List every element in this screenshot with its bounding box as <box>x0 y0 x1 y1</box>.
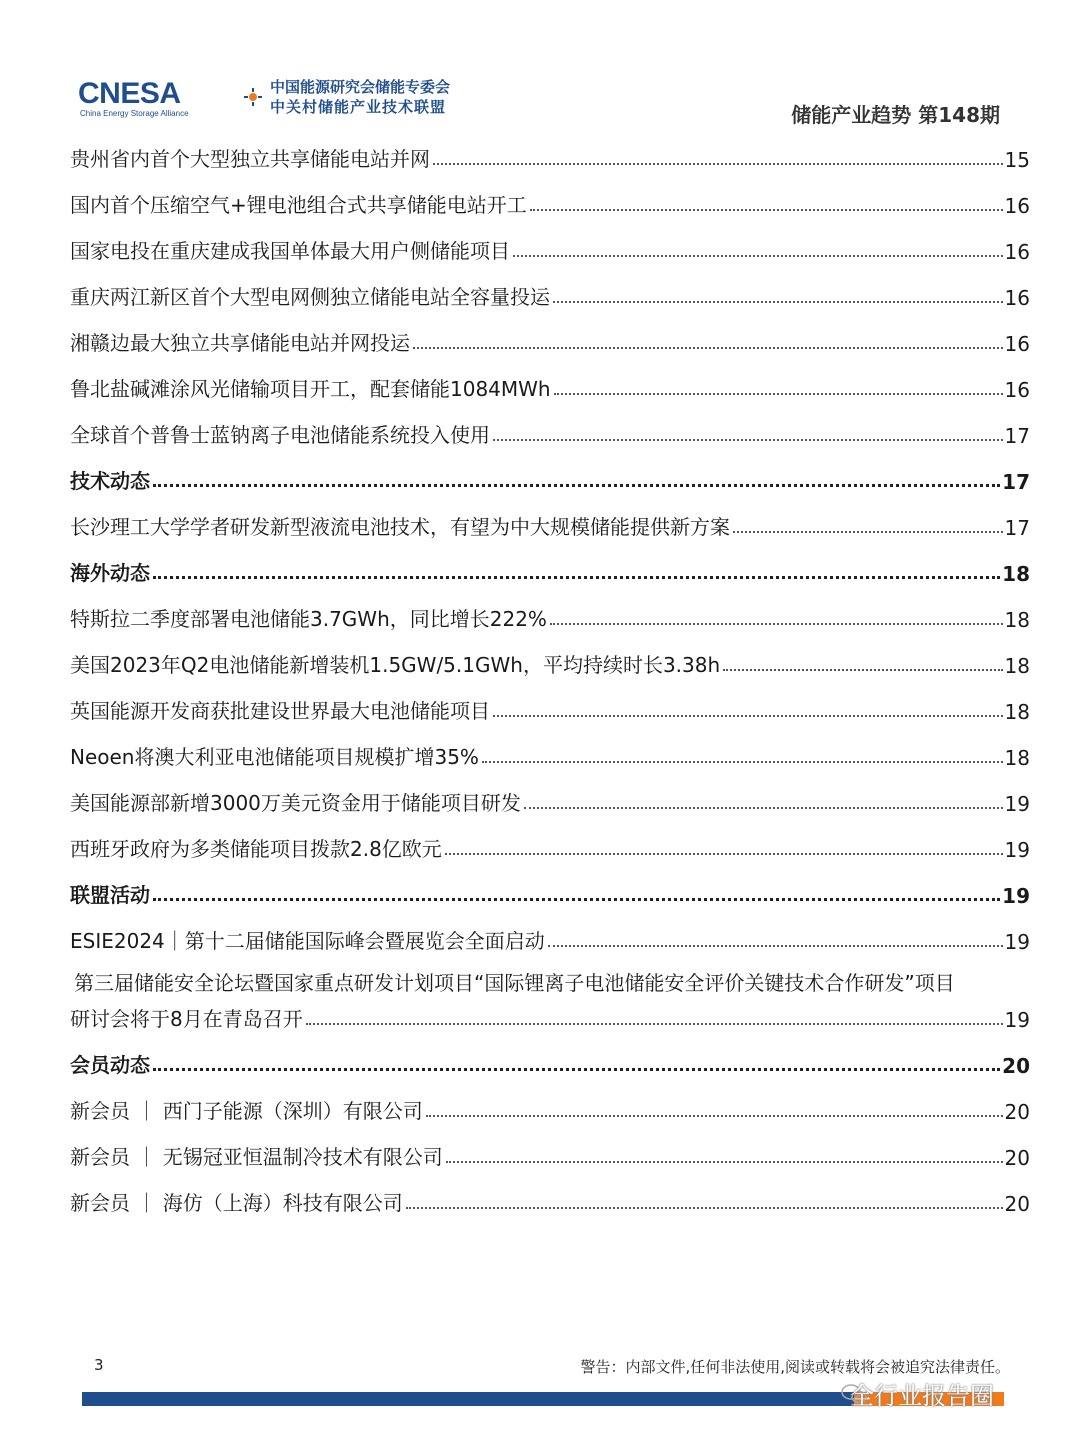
toc-leader-dots <box>306 1023 1003 1025</box>
toc-entry[interactable] <box>70 632 1030 678</box>
toc-entry[interactable] <box>70 908 1030 954</box>
toc-page-number: 20 <box>1002 1054 1030 1078</box>
toc-leader-dots <box>426 1115 1003 1117</box>
toc-page-number: 15 <box>1004 148 1030 172</box>
toc-page-number: 20 <box>1004 1192 1030 1216</box>
toc-entry-title: 新会员 ｜ 西门子能源（深圳）有限公司 <box>70 1099 423 1123</box>
toc-entry-title: ESIE2024｜第十二届储能国际峰会暨展览会全面启动 <box>70 929 545 953</box>
toc-page-number: 16 <box>1004 332 1030 356</box>
toc-page-number: 16 <box>1004 240 1030 264</box>
issue-title: 储能产业趋势 第148期 <box>791 103 1000 127</box>
legal-warning: 警告：内部文件,任何非法使用,阅读或转载将会被追究法律责任。 <box>580 1358 1010 1376</box>
toc-entry[interactable] <box>70 996 1030 1032</box>
toc-entry-title: 全球首个普鲁士蓝钠离子电池储能系统投入使用 <box>70 423 490 447</box>
toc-page-number: 19 <box>1004 930 1030 954</box>
toc-leader-dots <box>445 853 1003 855</box>
toc-leader-dots <box>153 576 1000 579</box>
toc-leader-dots <box>723 669 1002 671</box>
toc-leader-dots <box>153 898 1000 901</box>
toc-entry[interactable] <box>70 678 1030 724</box>
toc-entry[interactable] <box>70 218 1030 264</box>
toc-section-entry[interactable] <box>70 448 1030 494</box>
toc-page-number: 17 <box>1004 424 1030 448</box>
toc-leader-dots <box>153 484 1000 487</box>
toc-page-number: 17 <box>1002 470 1030 494</box>
cnesa-logo <box>78 77 451 124</box>
toc-entry-title: 美国能源部新增3000万美元资金用于储能项目研发 <box>70 791 521 815</box>
toc-section-entry[interactable] <box>70 862 1030 908</box>
toc-entry-title: 联盟活动 <box>70 883 150 907</box>
toc-page-number: 20 <box>1004 1146 1030 1170</box>
toc-leader-dots <box>548 945 1003 947</box>
toc-page-number: 16 <box>1004 194 1030 218</box>
toc-page-number: 19 <box>1004 838 1030 862</box>
toc-section-entry[interactable] <box>70 1032 1030 1078</box>
watermark: 全行业报告圈 <box>850 1382 994 1410</box>
toc-entry-title: 研讨会将于8月在青岛召开 <box>70 1007 303 1031</box>
brand-name: CNESA <box>78 77 181 110</box>
toc-entry[interactable] <box>70 1078 1030 1124</box>
toc-page-number: 18 <box>1004 700 1030 724</box>
toc-entry[interactable] <box>70 264 1030 310</box>
page-number: 3 <box>94 1356 104 1374</box>
toc-leader-dots <box>733 531 1003 533</box>
toc-entry-title: 重庆两江新区首个大型电网侧独立储能电站全容量投运 <box>70 285 550 309</box>
toc-entry-wrapped[interactable] <box>70 954 1030 1032</box>
toc-entry-title: 国内首个压缩空气+锂电池组合式共享储能电站开工 <box>70 193 527 217</box>
toc-entry-title: 国家电投在重庆建成我国单体最大用户侧储能项目 <box>70 239 510 263</box>
toc-section-entry[interactable] <box>70 540 1030 586</box>
toc-leader-dots <box>433 163 1003 165</box>
toc-entry[interactable] <box>70 172 1030 218</box>
toc-page-number: 18 <box>1004 608 1030 632</box>
toc-page-number: 19 <box>1004 1008 1030 1032</box>
toc-entry[interactable] <box>70 816 1030 862</box>
toc-page-number: 20 <box>1004 1100 1030 1124</box>
toc-leader-dots <box>413 347 1003 349</box>
table-of-contents <box>70 126 1030 1216</box>
toc-leader-dots <box>530 209 1003 211</box>
toc-leader-dots <box>554 393 1003 395</box>
toc-entry-title: 英国能源开发商获批建设世界最大电池储能项目 <box>70 699 490 723</box>
toc-page-number: 18 <box>1004 654 1030 678</box>
toc-entry-title: 新会员 ｜ 无锡冠亚恒温制冷技术有限公司 <box>70 1145 443 1169</box>
toc-entry[interactable] <box>70 1124 1030 1170</box>
toc-entry-title: Neoen将澳大利亚电池储能项目规模扩增35% <box>70 745 479 769</box>
toc-entry[interactable] <box>70 494 1030 540</box>
toc-entry[interactable] <box>70 586 1030 632</box>
toc-leader-dots <box>446 1161 1003 1163</box>
toc-entry-title-line1: 第三届储能安全论坛暨国家重点研发计划项目“国际锂离子电池储能安全评价关键技术合作研发”项目 <box>74 971 955 995</box>
toc-entry[interactable] <box>70 1170 1030 1216</box>
toc-entry[interactable] <box>70 770 1030 816</box>
org-name-line1: 中国能源研究会储能专委会 <box>270 78 451 96</box>
toc-entry[interactable] <box>70 356 1030 402</box>
org-name-line2: 中关村储能产业技术联盟 <box>270 98 447 116</box>
toc-entry-title: 新会员 ｜ 海仿（上海）科技有限公司 <box>70 1191 403 1215</box>
toc-entry-title: 会员动态 <box>70 1053 150 1077</box>
toc-page-number: 17 <box>1004 516 1030 540</box>
toc-entry-title: 湘赣边最大独立共享储能电站并网投运 <box>70 331 410 355</box>
toc-page-number: 19 <box>1002 884 1030 908</box>
toc-entry-title: 特斯拉二季度部署电池储能3.7GWh，同比增长222% <box>70 607 547 631</box>
logo-mark-icon <box>242 86 264 108</box>
toc-leader-dots <box>493 439 1003 441</box>
toc-page-number: 18 <box>1002 562 1030 586</box>
toc-entry-title: 西班牙政府为多类储能项目拨款2.8亿欧元 <box>70 837 442 861</box>
toc-entry-title: 鲁北盐碱滩涂风光储输项目开工，配套储能1084MWh <box>70 377 551 401</box>
toc-leader-dots <box>493 715 1003 717</box>
toc-page-number: 18 <box>1004 746 1030 770</box>
toc-entry-title: 技术动态 <box>70 469 150 493</box>
toc-entry[interactable] <box>70 724 1030 770</box>
toc-entry-title: 长沙理工大学学者研发新型液流电池技术，有望为中大规模储能提供新方案 <box>70 515 730 539</box>
toc-entry[interactable] <box>70 126 1030 172</box>
toc-page-number: 19 <box>1004 792 1030 816</box>
toc-leader-dots <box>524 807 1003 809</box>
toc-leader-dots <box>482 761 1003 763</box>
toc-leader-dots <box>406 1207 1003 1209</box>
toc-entry-title: 海外动态 <box>70 561 150 585</box>
toc-leader-dots <box>153 1068 1000 1071</box>
toc-entry[interactable] <box>70 310 1030 356</box>
toc-leader-dots <box>513 255 1003 257</box>
toc-entry[interactable] <box>70 402 1030 448</box>
toc-leader-dots <box>550 623 1003 625</box>
toc-entry-title: 美国2023年Q2电池储能新增装机1.5GW/5.1GWh，平均持续时长3.38h <box>70 653 721 677</box>
toc-leader-dots <box>553 301 1003 303</box>
toc-page-number: 16 <box>1004 378 1030 402</box>
brand-subtitle: China Energy Storage Alliance <box>80 109 189 118</box>
toc-page-number: 16 <box>1004 286 1030 310</box>
toc-entry-title: 贵州省内首个大型独立共享储能电站并网 <box>70 147 430 171</box>
